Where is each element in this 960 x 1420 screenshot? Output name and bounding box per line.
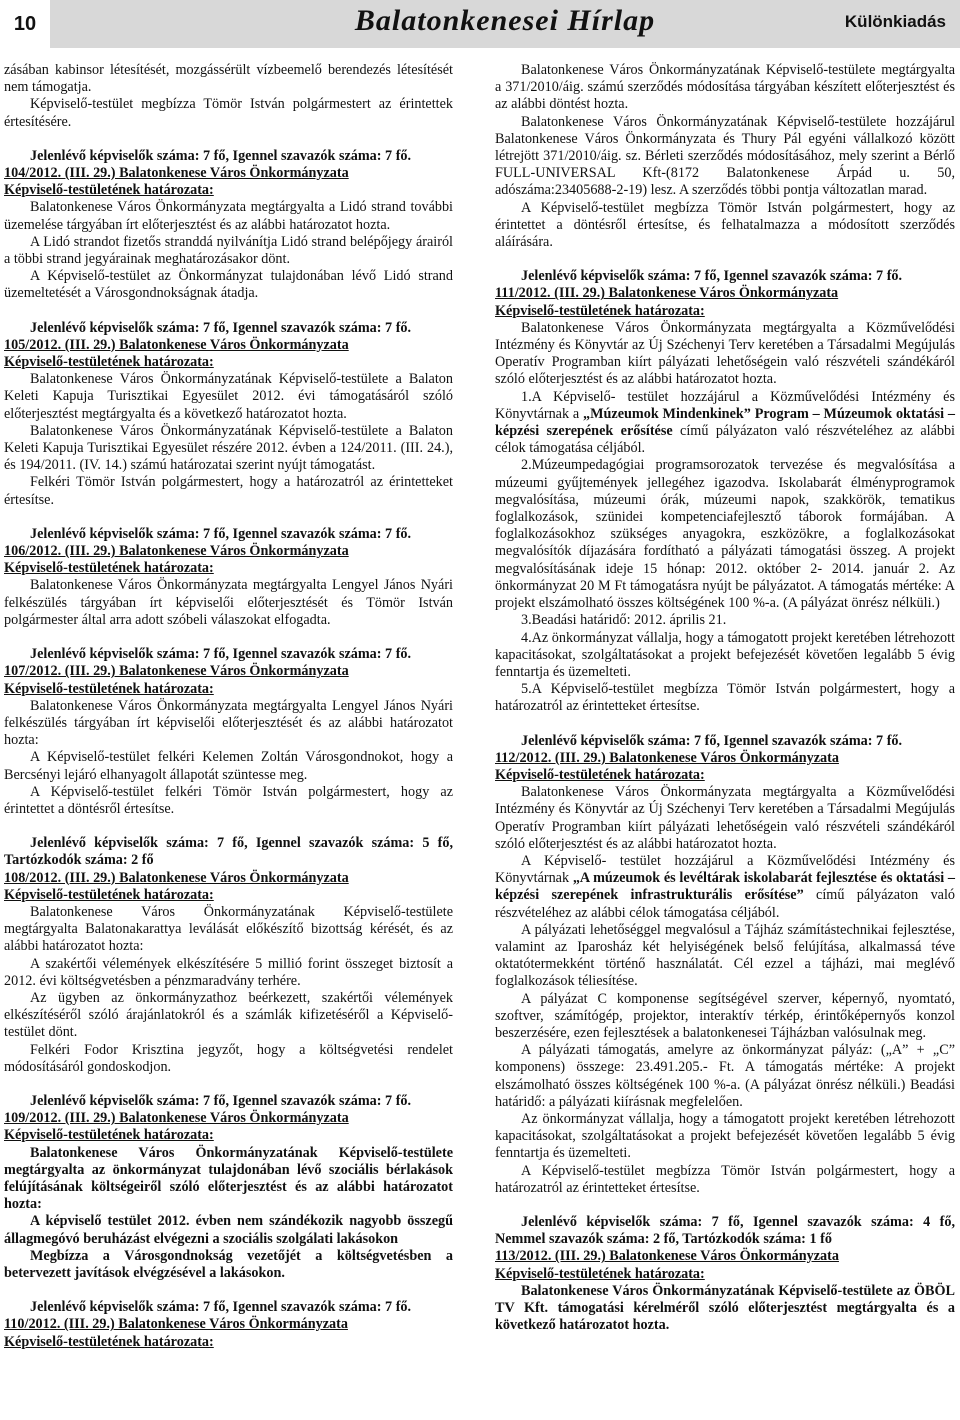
attendance-line: Jelenlévő képviselők száma: 7 fő, Igennel szavazók száma: 7 fő. xyxy=(30,1092,412,1109)
paragraph: Balatonkenese Város Önkormányzatának Képviselő-testülete a Balaton Keleti Kapuja Turisztikai Egyesület 2012. évi támogatásáról szóló előterjesztést megtárgyalta és a következő határozatot hozta. xyxy=(4,371,453,422)
paragraph: Balatonkenese Város Önkormányzata megtárgyalta Lengyel János Nyári felkészülés tárgyában írt képviselői előterjesztését és az alábbi határozatot hozta: xyxy=(4,697,453,749)
right-column xyxy=(495,62,955,1334)
resolution-title: Képviselő-testületének határozata: xyxy=(4,886,214,903)
paragraph xyxy=(495,389,955,458)
paragraph: Balatonkenese Város Önkormányzatának Képviselő-testülete megtárgyalta az önkormányzat tulajdonában lévő szociális bérlakások felújításának költségeiről szóló előterjesztést és az alábbi határozatot hozta: xyxy=(4,1144,453,1213)
paragraph: Balatonkenese Város Önkormányzata megtárgyalta a Közművelődési Intézmény és Könyvtár az Új Széchenyi Terv keretében a Társadalmi Megújulás Operatív Programban kiírt pályázati lehetőségein való részvételi szándékáról szóló előterjesztést és az alábbi határozatot hozta. xyxy=(495,319,955,388)
attendance-line: Jelenlévő képviselők száma: 7 fő, Igennel szavazók száma: 5 fő, Tartózkodók száma: 2 fő xyxy=(4,835,453,869)
masthead-title: Balatonkenesei Hírlap xyxy=(354,4,656,37)
paragraph: A pályázati támogatás, amelyre az önkormányzat pályáz: („A” + „C” komponens) összege: 23.491.205.- Ft. A támogatás mértéke: A projekt elszámolható összes költségének 100 %-a. (A pályázat önrész nélküli.) Beadási határidő: a pályázati kiírásnak megfelelően. xyxy=(495,1042,955,1110)
resolution-number: 107/2012. (III. 29.) Balatonkenese Város Önkormányzata xyxy=(4,663,349,680)
paragraph: Képviselő-testület megbízza Tömör István polgármestert az érintettek értesítésére. xyxy=(4,96,453,130)
resolution-number: 110/2012. (III. 29.) Balatonkenese Város Önkormányzata xyxy=(4,1316,348,1333)
paragraph: Balatonkenese Város Önkormányzata megtárgyalta a Közművelődési Intézmény és Könyvtár az Új Széchenyi Terv keretében a Társadalmi Megújulás Operatív Programban kiírt pályázati lehetőségein való részvételi szándékáról szóló előterjesztést és az alábbi határozatot hozta. xyxy=(495,784,955,852)
paragraph: Balatonkenese Város Önkormányzatának Képviselő-testülete az ÖBÖL TV Kft. támogatási kérelméről szóló előterjesztést megtárgyalta és a következő határozatot hozta. xyxy=(495,1282,955,1334)
paragraph: Balatonkenese Város Önkormányzatának Képviselő-testülete hozzájárul Balatonkenese Város Önkormányzata és Thury Pál egyéni vállalkozó között létrejött 371/2010/áig. sz. Bérleti szerződés módosításához, mely szerint a Bérlő FULL-UNIVERSAL Kft-(8172 Balatonkenese Árpád u. 50, adószáma:23405688-2-19) lesz. A szerződés többi pontja változatlan marad. xyxy=(495,113,955,199)
attendance-line: Jelenlévő képviselők száma: 7 fő, Igennel szavazók száma: 7 fő. xyxy=(30,147,412,164)
text-run: A Képviselő- testület hozzájárul a Közművelődési Intézmény és Könyvtárnak xyxy=(495,852,955,887)
resolution-number: 112/2012. (III. 29.) Balatonkenese Város Önkormányzata xyxy=(495,749,839,766)
program-name: „Múzeumok Mindenkinek” Program – Múzeumok oktatási – képzési szerepének erősítése xyxy=(495,405,955,440)
resolution-title: Képviselő-testületének határozata: xyxy=(495,766,705,783)
paragraph: A Képviselő-testület megbízza Tömör István polgármestert, hogy az érintettet a döntésről értesítse, és felhatalmazza a módosított szerződés aláírására. xyxy=(495,199,955,251)
paragraph: A Képviselő-testület megbízza Tömör István polgármestert, hogy a határozatról az érintetteket értesítse. xyxy=(495,1162,955,1196)
resolution-number: 104/2012. (III. 29.) Balatonkenese Város Önkormányzata xyxy=(4,165,349,182)
resolution-number: 109/2012. (III. 29.) Balatonkenese Város Önkormányzata xyxy=(4,1110,349,1127)
resolution-number: 113/2012. (III. 29.) Balatonkenese Város Önkormányzata xyxy=(495,1248,839,1265)
program-name: „A múzeumok és levéltárak iskolabarát fejlesztése és oktatási – képzési szerepének infrastrukturális erősítése” xyxy=(495,870,955,904)
page-header xyxy=(0,0,960,48)
paragraph: Felkéri Tömör István polgármestert, hogy a határozatról az érintetteket értesítse. xyxy=(4,474,453,508)
paragraph: Balatonkenese Város Önkormányzatának Képviselő-testülete megtárgyalta a 371/2010/áig. számú szerződés módosítása tárgyában készített előterjesztést és az alábbi döntést hozta. xyxy=(495,62,955,113)
paragraph: zásában kabinsor létesítését, mozgássérült vízbeemelő berendezés létesítését nem támogatja. xyxy=(4,62,453,96)
resolution-title: Képviselő-testületének határozata: xyxy=(4,680,214,697)
paragraph: Megbízza a Városgondnokság vezetőjét a költségvetésben a betervezett javítások elvégzésével a lakásokon. xyxy=(4,1247,453,1281)
paragraph: 5.A Képviselő-testület megbízza Tömör István polgármestert, hogy a határozatról az érintetteket értesítse. xyxy=(495,681,955,715)
section-label: Különkiadás xyxy=(844,12,946,31)
paragraph: A képviselő testület 2012. évben nem szándékozik nagyobb összegű állagmegóvó beruházást elvégezni a szociális szolgálati lakásokon xyxy=(4,1213,453,1247)
paragraph: A Képviselő-testület az Önkormányzat tulajdonában lévő Lidó strand üzemeltetését a Városgondnokságnak átadja. xyxy=(4,268,453,302)
resolution-title: Képviselő-testületének határozata: xyxy=(495,302,705,319)
attendance-line: Jelenlévő képviselők száma: 7 fő, Igennel szavazók száma: 7 fő. xyxy=(30,319,412,336)
attendance-line: Jelenlévő képviselők száma: 7 fő, Igennel szavazók száma: 7 fő. xyxy=(521,732,903,749)
page-number: 10 xyxy=(0,0,50,48)
paragraph: Az önkormányzat vállalja, hogy a támogatott projekt keretében létrehozott kapacitásokat, szolgáltatásokat a projekt befejezését követően legalább 5 évig fenntartja és üzemelteti. xyxy=(495,1110,955,1162)
paragraph: A szakértői vélemények elkészítésére 5 millió forint összeget biztosít a 2012. évi költségvetésben a pénzmaradvány terhére. xyxy=(4,955,453,989)
paragraph: Balatonkenese Város Önkormányzatának Képviselő-testülete megtárgyalta Balatonakarattya leválását előkészítő bizottság kérését, és az alábbi határozatot hozta: xyxy=(4,903,453,955)
paragraph xyxy=(495,853,955,922)
paragraph: A Képviselő-testület felkéri Tömör István polgármestert, hogy az érintettet a döntésről értesítse. xyxy=(4,783,453,817)
paragraph: A pályázati lehetőséggel megvalósul a Tájház számítástechnikai fejlesztése, valamint az Iparosház két helyiségének belső felújítása, alkalmassá téve oktatótermekként történő használatát. Cél ezzel a tájházi, mai meglévő foglalkozások téliesítése. xyxy=(495,921,955,990)
left-column xyxy=(4,62,453,1351)
paragraph: 4.Az önkormányzat vállalja, hogy a támogatott projekt keretében létrehozott kapacitásokat, szolgáltatásokat a projekt befejezését követően legalább 5 évig fenntartja és üzemelteti. xyxy=(495,629,955,680)
resolution-title: Képviselő-testületének határozata: xyxy=(4,1127,214,1144)
attendance-line: Jelenlévő képviselők száma: 7 fő, Igennel szavazók száma: 7 fő. xyxy=(30,525,412,542)
resolution-number: 105/2012. (III. 29.) Balatonkenese Város Önkormányzata xyxy=(4,336,349,353)
resolution-title: Képviselő-testületének határozata: xyxy=(4,182,214,199)
text-run: című pályázaton való részvételéhez az alábbi célok támogatása céljából. xyxy=(495,423,955,457)
resolution-number: 111/2012. (III. 29.) Balatonkenese Város Önkormányzata xyxy=(495,285,839,302)
attendance-line: Jelenlévő képviselők száma: 7 fő, Igennel szavazók száma: 7 fő. xyxy=(30,1299,412,1316)
resolution-title: Képviselő-testületének határozata: xyxy=(4,560,214,577)
paragraph: 3.Beadási határidő: 2012. április 21. xyxy=(521,612,727,629)
paragraph: A Lidó strandot fizetős stranddá nyilvánítja Lidó strand belépőjegy árairól a többi strand jegyárainak meghatározásakor dönt. xyxy=(4,233,453,268)
paragraph: A pályázat C komponense segítségével szerver, képernyő, nyomtató, szoftver, számítógép, projektor, interaktív térkép, érintőképernyős konzol beszerzésére, ezen fejlesztések a balatonkenesei Tájházban valósulnak meg. xyxy=(495,990,955,1041)
resolution-number: 108/2012. (III. 29.) Balatonkenese Város Önkormányzata xyxy=(4,869,349,886)
attendance-line: Jelenlévő képviselők száma: 7 fő, Igennel szavazók száma: 7 fő. xyxy=(30,646,412,663)
paragraph: Balatonkenese Város Önkormányzata megtárgyalta Lengyel János Nyári felkészülés tárgyában írt képviselői előterjesztését és Tömör István polgármester által arra adott szóbeli válaszokat elfogadta. xyxy=(4,577,453,628)
paragraph: Az ügyben az önkormányzathoz beérkezett, szakértői vélemények elkészítéséről szóló árajánlatokról és a számlák kifizetéséről a Képviselő-testület dönt. xyxy=(4,989,453,1041)
paragraph: A Képviselő-testület felkéri Kelemen Zoltán Városgondnokot, hogy a Bercsényi lejáró elhanyagolt állapotát szüntesse meg. xyxy=(4,749,453,783)
resolution-title: Képviselő-testületének határozata: xyxy=(4,1333,214,1350)
resolution-title: Képviselő-testületének határozata: xyxy=(4,354,214,371)
paragraph: Felkéri Fodor Krisztina jegyzőt, hogy a költségvetési rendelet módosításáról gondoskodjon. xyxy=(4,1041,453,1075)
resolution-title: Képviselő-testületének határozata: xyxy=(495,1265,705,1282)
paragraph: Balatonkenese Város Önkormányzatának Képviselő-testülete a Balaton Keleti Kapuja Turisztikai Egyesület részére 2012. évben a 124/2011. (III. 24.), és 194/2011. (IV. 14.) számú határozatai szerint nyújt támogatást. xyxy=(4,422,453,474)
text-run: című pályázaton való részvételéhez az alábbi célok támogatása céljából. xyxy=(495,887,955,921)
attendance-line: Jelenlévő képviselők száma: 7 fő, Igennel szavazók száma: 7 fő. xyxy=(521,268,903,285)
header-band xyxy=(50,0,960,48)
resolution-number: 106/2012. (III. 29.) Balatonkenese Város Önkormányzata xyxy=(4,543,349,560)
paragraph: Balatonkenese Város Önkormányzata megtárgyalta a Lidó strand további üzemelése tárgyában írt előterjesztést és az alábbi határozatot hozta. xyxy=(4,199,453,233)
paragraph: 2.Múzeumpedagógiai programsorozatok tervezése és megvalósítása a múzeumi gyűjtemények jellegéhez igazodva. Iskolabarát élményprogramok megvalósítása, múzeumi órák, múzeumi napok, szakkörök, tematikus foglalkozások, szünidei kompetenciafejlesztő táborok formájában. A foglalkozásokhoz szükséges anyagokra, eszközökre, a foglalkozásokat megvalósítók díjazására fordítható a pályázati támogatási összeg. A projekt megvalósításának ideje 15 hónap: 2012. október 2- 2014. január 2. Az önkormányzat 20 M Ft támogatásra nyújt be pályázatot. A támogatás mértéke: A projekt elszámolható összes költségének 100 %-a. (A pályázat önrész nélküli.) xyxy=(495,457,955,612)
text-run: 1.A Képviselő- testület hozzájárul a Közművelődési Intézmény és Könyvtárnak a xyxy=(495,388,955,422)
attendance-line: Jelenlévő képviselők száma: 7 fő, Igennel szavazók száma: 4 fő, Nemmel szavazók száma: 2 fő, Tartózkodók száma: 1 fő xyxy=(495,1214,955,1248)
